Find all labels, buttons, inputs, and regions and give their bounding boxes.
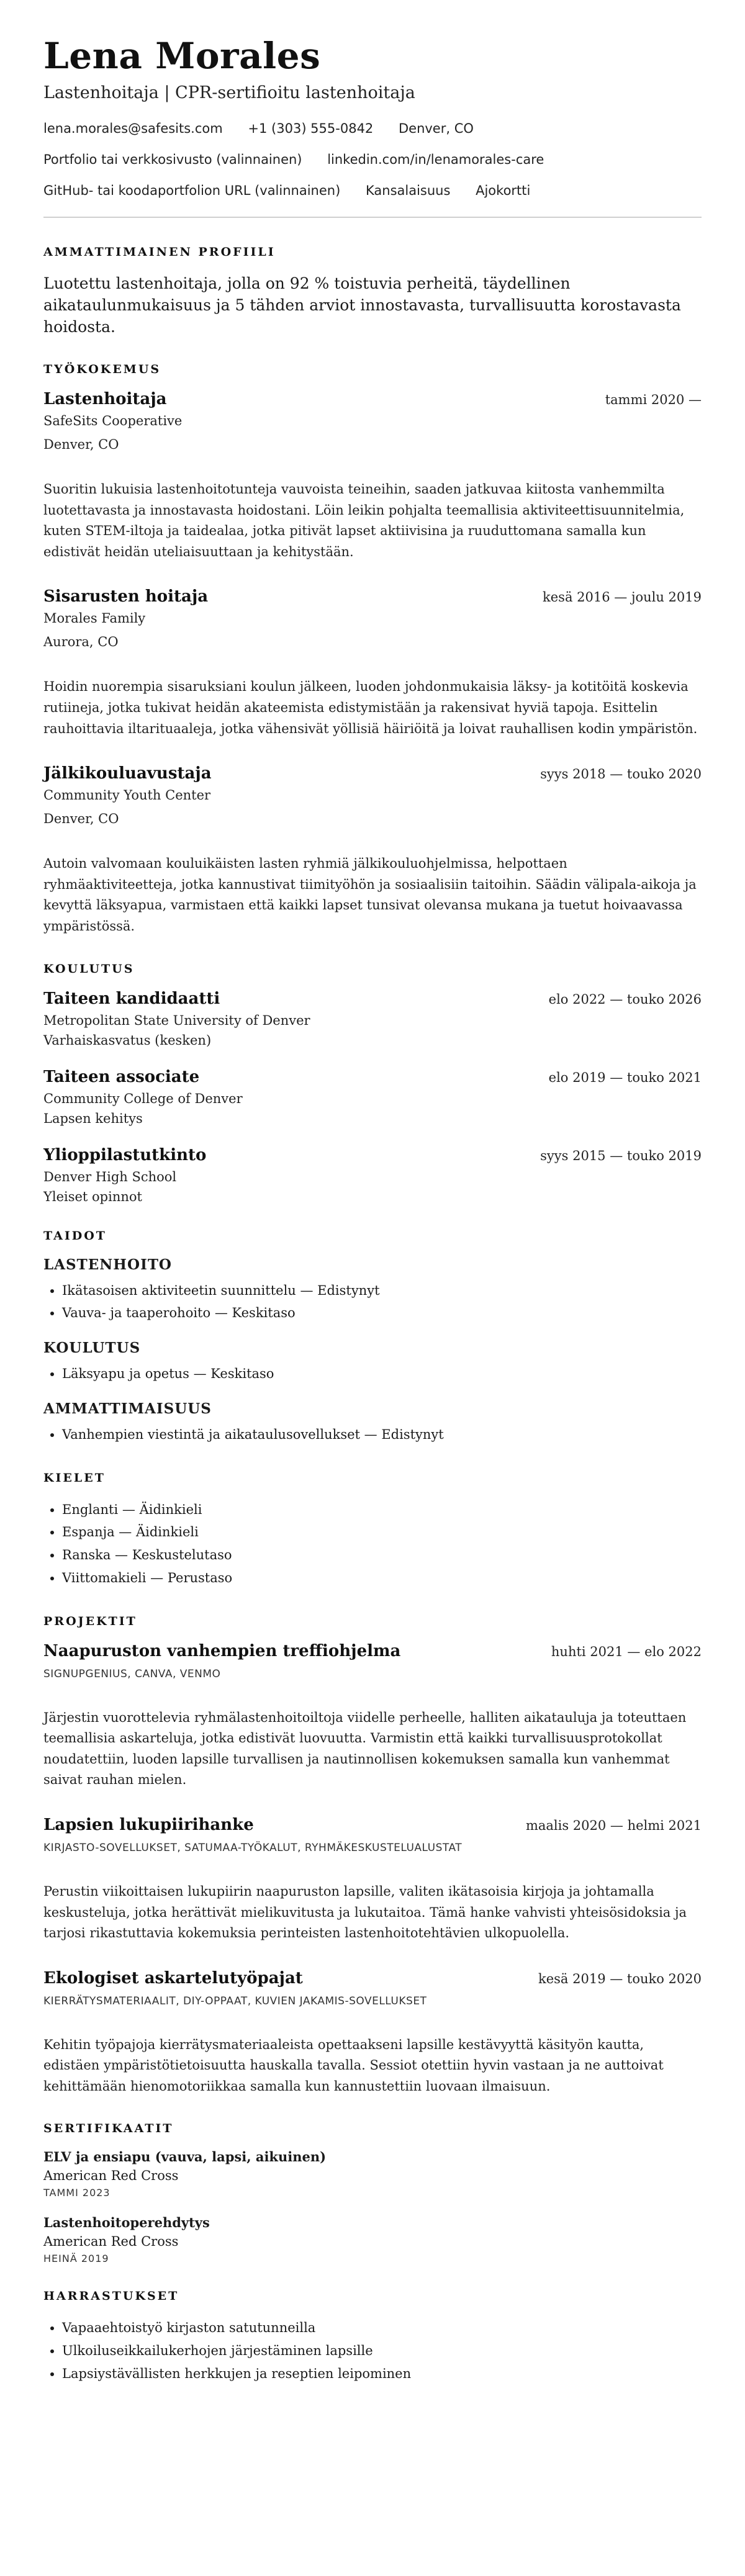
certification-date: HEINÄ 2019 — [43, 2253, 109, 2265]
education-entry — [43, 989, 702, 1048]
candidate-name: Lena Morales — [43, 35, 321, 77]
job-employer: SafeSits Cooperative — [43, 413, 183, 428]
degree-field: Lapsen kehitys — [43, 1110, 143, 1126]
entry-head — [43, 1816, 702, 1834]
hobby-item: • Ulkoiluseikkailukerhojen järjestäminen lapsille — [62, 2340, 702, 2362]
skill-list — [43, 1279, 702, 1325]
degree-field: Yleiset opinnot — [43, 1189, 142, 1204]
candidate-headline: Lastenhoitaja | CPR-sertifioitu lastenhoitaja — [43, 83, 415, 102]
school-name: Community College of Denver — [43, 1091, 243, 1106]
hobbies-section — [43, 2289, 702, 2385]
education-entry — [43, 1068, 702, 1126]
project-date: maalis 2020 — helmi 2021 — [525, 1817, 702, 1833]
section-title-education: KOULUTUS — [43, 961, 135, 976]
entry-head — [43, 1642, 702, 1660]
skill-group-title: LASTENHOITO — [43, 1256, 172, 1273]
project-title: Ekologiset askartelutyöpajat — [43, 1968, 303, 1988]
contact-line-2 — [43, 152, 702, 167]
job-location: Denver, CO — [43, 811, 119, 827]
job-description: Autoin valvomaan kouluikäisten lasten ryhmiä jälkikouluohjelmissa, helpottaen ryhmäaktiviteetteja, jotka kannustivat tiimityöhön ja sosiaalisiin taitoihin. Säädin välipala-aikoja ja kevyttä läksyapua, varmistaen että kaikki lapset tunsivat olevansa mukana ja tuetut hoivaavassa ympäristössä. — [43, 856, 697, 934]
skill-group-title: AMMATTIMAISUUS — [43, 1400, 212, 1417]
certification-date: TAMMI 2023 — [43, 2187, 111, 2199]
experience-entry — [43, 587, 702, 739]
project-description: Kehitin työpajoja kierrätysmateriaaleista opettaakseni lapsille kestävyyttä käsityön kautta, edistäen ympäristötietoisuutta hauskalla tavalla. Sessiot otettiin hyvin vastaan ja ne auttoivat kehittämään hienomotoriikkaa samalla kun kannustettiin luovaan ilmaisuun. — [43, 2037, 664, 2094]
project-tools: SIGNUPGENIUS, CANVA, VENMO — [43, 1667, 221, 1680]
project-title: Naapuruston vanhempien treffiohjelma — [43, 1641, 401, 1660]
experience-entry — [43, 390, 702, 562]
skills-section — [43, 1229, 702, 1446]
skill-item: • Vanhempien viestintä ja aikataulusovellukset — Edistynyt — [62, 1423, 702, 1446]
contact-citizenship: Kansalaisuus — [365, 183, 451, 198]
job-employer: Morales Family — [43, 611, 146, 626]
language-item: • Viittomakieli — Perustaso — [62, 1567, 702, 1590]
entry-head — [43, 989, 702, 1008]
section-title-hobbies: HARRASTUKSET — [43, 2289, 179, 2304]
certification-entry — [43, 2149, 702, 2199]
certification-entry — [43, 2215, 702, 2264]
project-entry — [43, 1816, 702, 1944]
hobby-list — [43, 2317, 702, 2385]
contact-email[interactable]: lena.morales@safesits.com — [43, 121, 223, 136]
contact-phone[interactable]: +1 (303) 555-0842 — [248, 121, 374, 136]
school-name: Metropolitan State University of Denver — [43, 1012, 310, 1028]
degree-field: Varhaiskasvatus (kesken) — [43, 1032, 212, 1048]
school-name: Denver High School — [43, 1169, 177, 1184]
entry-head — [43, 764, 702, 783]
job-title: Lastenhoitaja — [43, 390, 167, 408]
education-section — [43, 962, 702, 1204]
entry-head — [43, 1068, 702, 1086]
degree-title: Ylioppilastutkinto — [43, 1145, 207, 1164]
project-date: huhti 2021 — elo 2022 — [551, 1644, 702, 1659]
section-title-projects: PROJEKTIT — [43, 1614, 137, 1628]
degree-date: elo 2022 — touko 2026 — [548, 991, 702, 1007]
entry-head — [43, 587, 702, 606]
skill-item: • Ikätasoisen aktiviteetin suunnittelu — Edistynyt — [62, 1279, 702, 1302]
section-title-certifications: SERTIFIKAATIT — [43, 2122, 174, 2136]
job-description: Suoritin lukuisia lastenhoitotunteja vauvoista teineihin, saaden jatkuvaa kiitosta vanhemmilta luotettavasta ja innostavasta hoidostani. Löin leikin pohjalta teemallisia aktiviteettisuunnitelmia, kuten STEM-iltoja ja taidealaa, jotka pitivät lapset aktiivisina ja ruuduttomana samalla kun edistivät heidän uteliaisuuttaan ja kehitystään. — [43, 482, 685, 559]
experience-entry — [43, 764, 702, 937]
project-tools: KIRJASTO-SOVELLUKSET, SATUMAA-TYÖKALUT, RYHMÄKESKUSTELUALUSTAT — [43, 1841, 463, 1854]
resume-header — [43, 35, 702, 198]
project-tools: KIERRÄTYSMATERIAALIT, DIY-OPPAAT, KUVIEN JAKAMIS-SOVELLUKSET — [43, 1994, 427, 2007]
entry-head — [43, 390, 702, 408]
contact-location: Denver, CO — [398, 121, 474, 136]
projects-section — [43, 1615, 702, 2097]
degree-title: Taiteen kandidaatti — [43, 989, 220, 1008]
certification-title: Lastenhoitoperehdytys — [43, 2215, 210, 2231]
contact-line-1 — [43, 121, 702, 136]
profile-section — [43, 245, 702, 338]
profile-summary: Luotettu lastenhoitaja, jolla on 92 % toistuvia perheitä, täydellinen aikataulunmukaisuus ja 5 tähden arviot innostavasta, turvallisuutta korostavasta hoidosta. — [43, 274, 681, 336]
job-title: Jälkikouluavustaja — [43, 764, 212, 783]
skill-group-title: KOULUTUS — [43, 1340, 141, 1357]
project-description: Perustin viikoittaisen lukupiirin naapuruston lapsille, valiten ikätasoisia kirjoja ja johtamalla keskusteluja, jotka herättivät mielikuvitusta ja lukutaitoa. Tämä hanke vahvisti yhteisösidoksia ja tarjosi rikastuttavia kokemuksia perinteisten lastenhoitotehtävien ulkopuolella. — [43, 1883, 687, 1941]
hobby-item: • Lapsiystävällisten herkkujen ja reseptien leipominen — [62, 2362, 702, 2385]
job-date: kesä 2016 — joulu 2019 — [543, 590, 702, 605]
hobby-item: • Vapaaehtoistyö kirjaston satutunneilla — [62, 2317, 702, 2340]
contact-drivers-license: Ajokortti — [476, 183, 531, 198]
job-description: Hoidin nuorempia sisaruksiani koulun jälkeen, luoden johdonmukaisia läksy- ja kotitöitä koskevia rutiineja, jotka tukivat heidän akateemista edistymistään ja rakensivat hyviä tapoja. Esittelin rauhoittavia iltarituaaleja, jotka vähensivät yöllisiä häiriöitä ja loivat rauhallisen kodin ympäristön. — [43, 679, 698, 736]
education-entry — [43, 1146, 702, 1204]
languages-section — [43, 1471, 702, 1590]
section-title-experience: TYÖKOKEMUS — [43, 363, 161, 376]
job-employer: Community Youth Center — [43, 788, 211, 803]
language-item: • Ranska — Keskustelutaso — [62, 1544, 702, 1567]
degree-date: syys 2015 — touko 2019 — [540, 1148, 702, 1163]
project-entry — [43, 1642, 702, 1791]
section-title-languages: KIELET — [43, 1470, 106, 1485]
certification-title: ELV ja ensiapu (vauva, lapsi, aikuinen) — [43, 2149, 327, 2165]
certifications-section — [43, 2122, 702, 2264]
job-date: tammi 2020 — — [605, 392, 702, 407]
project-entry — [43, 1969, 702, 2097]
degree-date: elo 2019 — touko 2021 — [548, 1070, 702, 1085]
job-date: syys 2018 — touko 2020 — [540, 767, 702, 782]
job-location: Denver, CO — [43, 437, 119, 452]
entry-head — [43, 1969, 702, 1988]
certification-issuer: American Red Cross — [43, 2234, 179, 2249]
project-date: kesä 2019 — touko 2020 — [538, 1971, 702, 1986]
job-location: Aurora, CO — [43, 634, 119, 650]
contact-line-3 — [43, 183, 702, 198]
job-title: Sisarusten hoitaja — [43, 587, 209, 606]
language-item: • Englanti — Äidinkieli — [62, 1498, 702, 1521]
header-divider — [43, 217, 702, 218]
skill-list — [43, 1423, 702, 1446]
section-title-skills: TAIDOT — [43, 1228, 107, 1243]
contact-github: GitHub- tai koodaportfolion URL (valinnainen) — [43, 183, 341, 198]
section-title-profile: AMMATTIMAINEN PROFIILI — [43, 245, 276, 259]
skill-item: • Vauva- ja taaperohoito — Keskitaso — [62, 1302, 702, 1325]
language-item: • Espanja — Äidinkieli — [62, 1521, 702, 1544]
degree-title: Taiteen associate — [43, 1067, 200, 1086]
project-description: Järjestin vuorottelevia ryhmälastenhoitoiltoja viidelle perheelle, halliten aikatauluja ja toteuttaen teemallisia askarteluja, jotka edistivät luovuutta. Varmistin että kaikki turvallisuusprotokollat noudatettiin, luoden lapsille turvallisen ja nautinnollisen kokemuksen samalla kun vanhemmat saivat rauhan mielen. — [43, 1709, 687, 1788]
skill-list — [43, 1362, 702, 1385]
entry-head — [43, 1146, 702, 1164]
skill-item: • Läksyapu ja opetus — Keskitaso — [62, 1362, 702, 1385]
contact-linkedin[interactable]: linkedin.com/in/lenamorales-care — [327, 152, 544, 167]
language-list — [43, 1498, 702, 1590]
experience-section — [43, 363, 702, 937]
project-title: Lapsien lukupiirihanke — [43, 1815, 254, 1834]
contact-portfolio: Portfolio tai verkkosivusto (valinnainen) — [43, 152, 302, 167]
certification-issuer: American Red Cross — [43, 2168, 179, 2184]
